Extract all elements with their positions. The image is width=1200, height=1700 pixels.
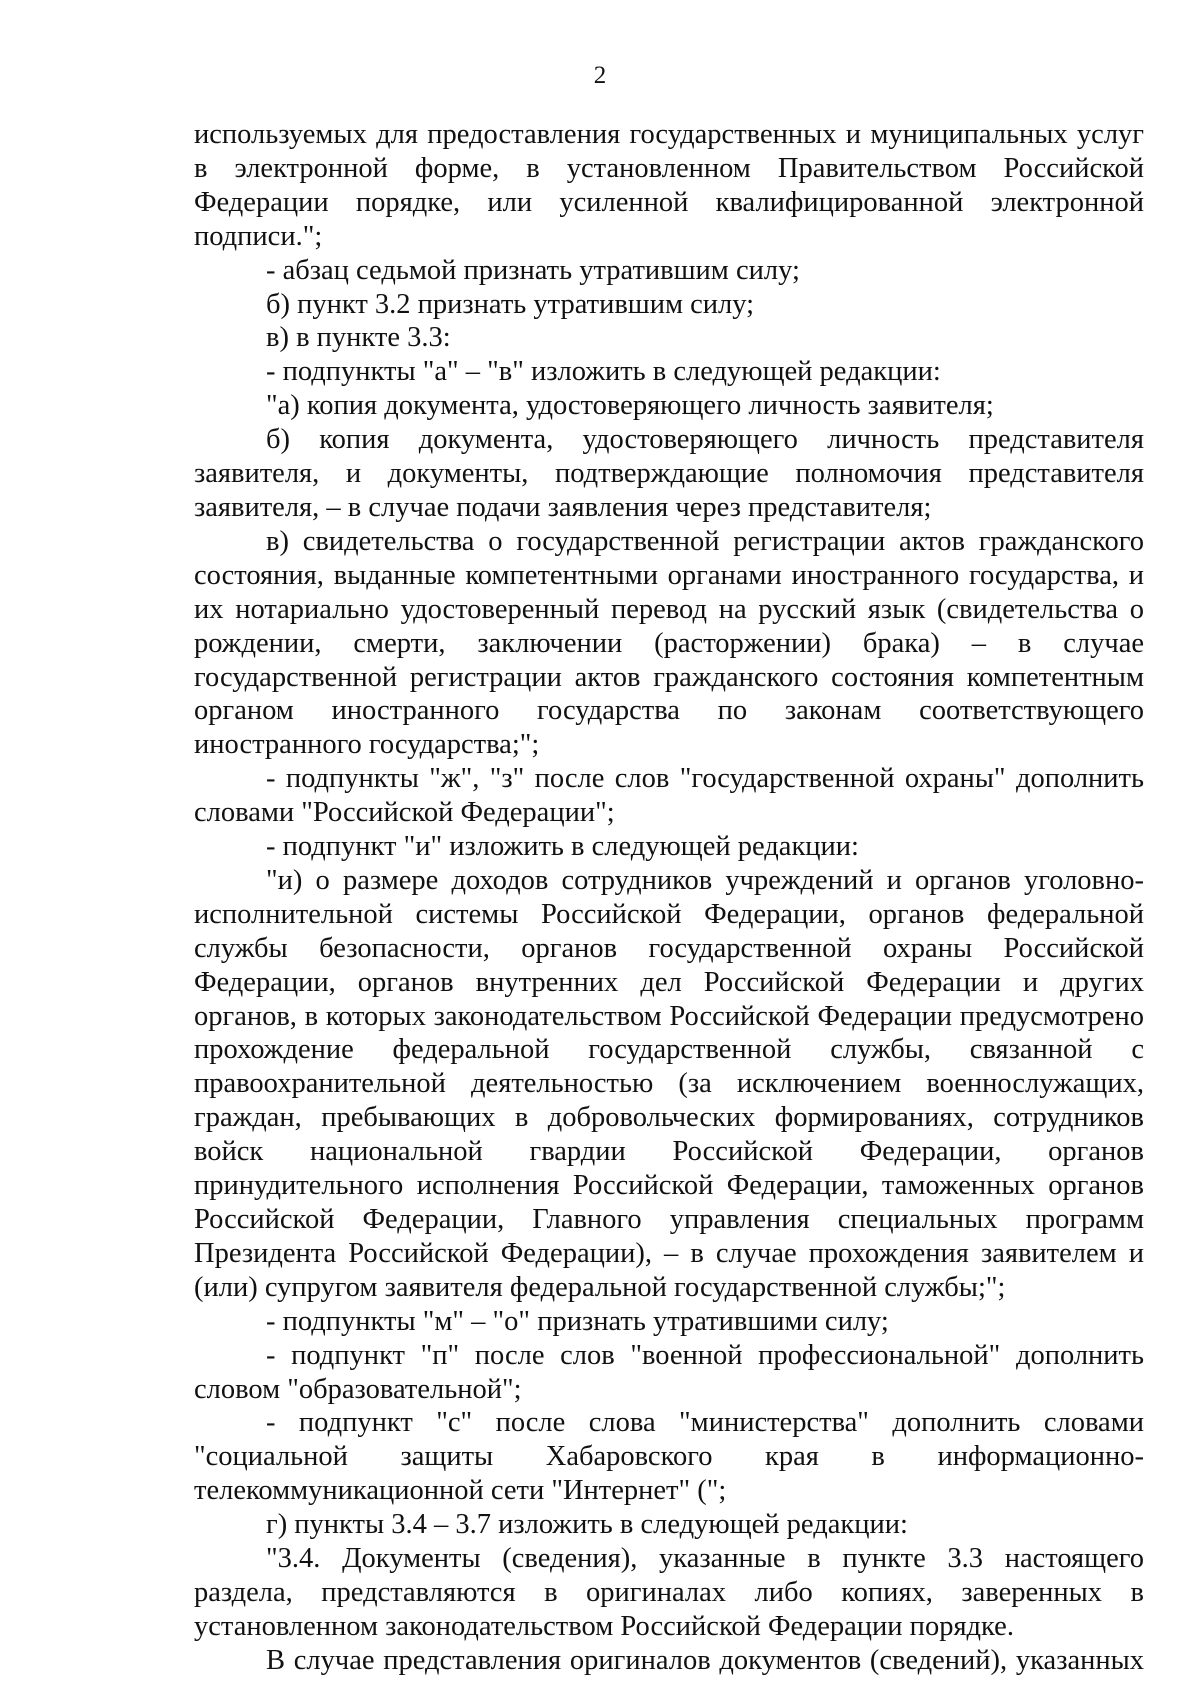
paragraph: используемых для предоставления государственных и муниципальных услуг в электронной форме, в установленном Правительством Российской Федерации порядке, или усиленной квалифицированной электронной подписи."; <box>194 119 1144 252</box>
paragraph: - подпункт "п" после слов "военной профессиональной" дополнить словом "образовательной"; <box>194 1339 1144 1405</box>
paragraph: "а) копия документа, удостоверяющего личность заявителя; <box>266 390 994 422</box>
paragraph: б) пункт 3.2 признать утратившим силу; <box>266 288 755 320</box>
paragraph: в) свидетельства о государственной регистрации актов гражданского состояния, выданные компетентными органами иностранного государства, и их нотариально удостоверенный перевод на русский язык (свидетельства о рождении, смерти, заключении (расторжении) брака) – в случае государственной регистрации актов гражданского состояния компетентным органом иностранного государства по законам соответствующего иностранного государства;"; <box>194 525 1144 761</box>
paragraph: - подпункты "ж", "з" после слов "государственной охраны" дополнить словами "Российской Федерации"; <box>194 763 1144 829</box>
page-number: 2 <box>593 62 607 89</box>
paragraph: - подпункты "а" – "в" изложить в следующей редакции: <box>266 356 941 388</box>
paragraph: б) копия документа, удостоверяющего личность представителя заявителя, и документы, подтверждающие полномочия представителя заявителя, – в случае подачи заявления через представителя; <box>194 424 1144 523</box>
document-body <box>194 118 1144 1678</box>
paragraph: В случае представления оригиналов документов (сведений), указанных <box>266 1644 1144 1676</box>
paragraph: "3.4. Документы (сведения), указанные в пункте 3.3 настоящего раздела, представляются в оригиналах либо копиях, заверенных в установленном законодательством Российской Федерации порядке. <box>194 1543 1144 1642</box>
paragraph: "и) о размере доходов сотрудников учреждений и органов уголовно-исполнительной системы Российской Федерации, органов федеральной службы безопасности, органов государственной охраны Российской Федерации, органов внутренних дел Российской Федерации и других органов, в которых законодательством Российской Федерации предусмотрено прохождение федеральной государственной службы, связанной с правоохранительной деятельностью (за исключением военнослужащих, граждан, пребывающих в добровольческих формированиях, сотрудников войск национальной гвардии Российской Федерации, органов принудительного исполнения Российской Федерации, таможенных органов Российской Федерации, Главного управления специальных программ Президента Российской Федерации), – в случае прохождения заявителем и (или) супругом заявителя федеральной государственной службы;"; <box>194 864 1144 1303</box>
paragraph: - абзац седьмой признать утратившим силу; <box>266 254 800 286</box>
paragraph: в) в пункте 3.3: <box>266 322 451 354</box>
paragraph: г) пункты 3.4 – 3.7 изложить в следующей редакции: <box>266 1509 908 1541</box>
paragraph: - подпункт "с" после слова "министерства" дополнить словами "социальной защиты Хабаровского края в информационно-телекоммуникационной сети "Интернет" ("; <box>194 1407 1144 1507</box>
paragraph: - подпункты "м" – "о" признать утратившими силу; <box>266 1305 889 1337</box>
paragraph: - подпункт "и" изложить в следующей редакции: <box>266 831 859 863</box>
